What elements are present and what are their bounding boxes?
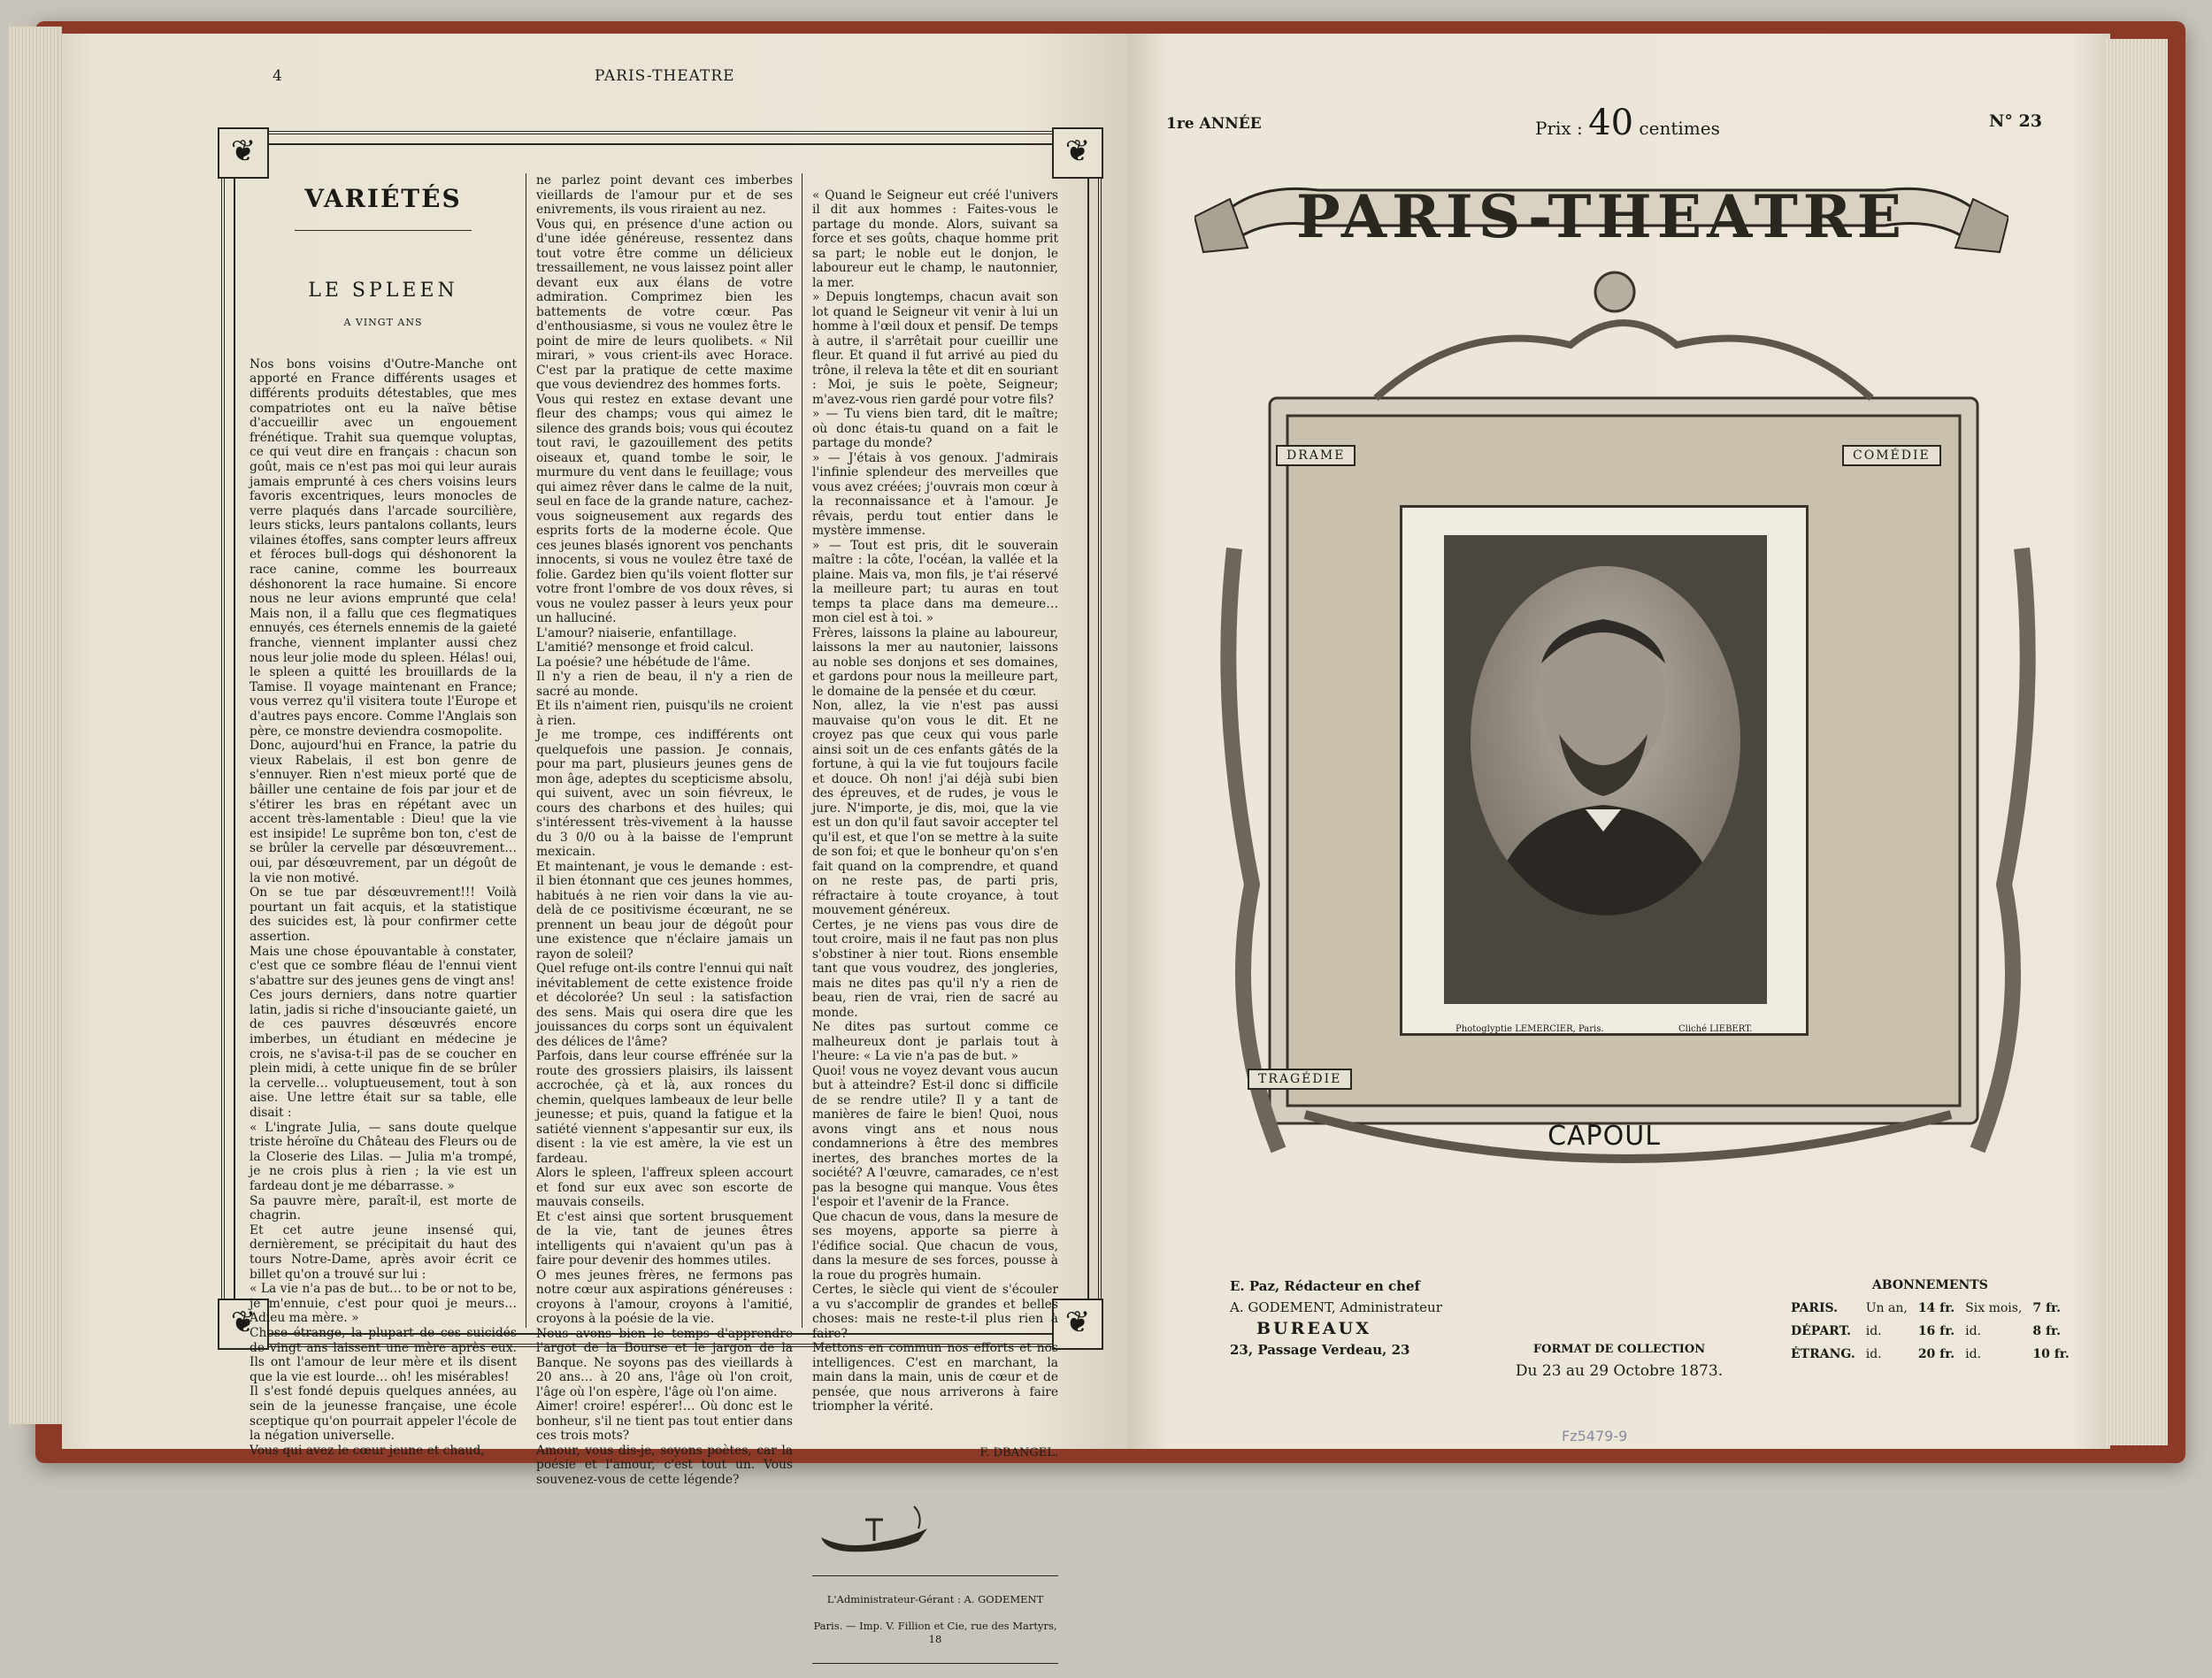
region-cell: ÉTRANG. (1791, 1347, 1855, 1361)
frame-corner-ornament: ❦ (1052, 1299, 1103, 1350)
column-3-text: « Quand le Seigneur eut créé l'univers il dit aux hommes : Faites-vous le partage du monde. Alors, suivant sa force et ses goûts, chaque homme prit sa part; le noble eut le donjon, le laboureur eut le champ, le nautonnier, la mer. » Depuis longtemps, chacun avait son lot quand le Seigneur vit venir à lui un homme à l'œil doux et pensif. De temps à autre, il s'arrêtait pour cueillir une fleur. Et quand il fut arrivé au pied du trône, il releva la tête et dit en souriant : Moi, je suis le poète, Seigneur; m'avez-vous rien gardé pour votre fils? » — Tu viens bien tard, dit le maître; où donc étais-tu quand on a fait le partage du monde? » — J'étais à vos genoux. J'admirais l'infinie splendeur des merveilles que vous avez créées; j'ouvrais mon cœur à la reconnaissance et à l'amour. Je rêvais, perdu tout entier dans le mystère immense. » — Tout est pris, dit le souverain maître : la côte, l'océan, la vallée et la plaine. Mais va, mon fils, je t'ai réservé la meilleure part; tu auras en tout temps ta place dans ma demeure… mon ciel est à toi. » Frères, laissons la plaine au laboureur, laissons la mer au nautonier, laissons au noble ses donjons et ses domaines, et gardons pour nous la meilleure part, le domaine de la pensée et du cœur. Non, allez, la vie n'est pas aussi mauvaise qu'on vous le dit. Et ne croyez pas que ceux qui vous parle ainsi soit un de ces enfants gâtés de la fortune, à qui la vie fut toujours facile et douce. Oh non! j'ai déjà subi bien des épreuves, et de rudes, je vous le jure. N'importe, je dis, moi, que la vie est un don qu'il faut savoir accepter tel qu'il est, et que l'on se mettre à la suite de son foi; et que le bonheur qu'on s'en fait quand on la comprendre, et quand on ne reste pas, de parti pris, réfractaire à toute croyance, à tout mouvement généreux. Certes, je ne viens pas vous dire de tout croire, mais il ne faut pas non plus s'obstiner à nier tout. Rions ensemble tant que vous voudrez, des jongleries, mais ne dites pas qu'il n'y a rien de beau, rien de vrai, rien de sacré au monde. Ne dites pas surtout comme ce malheureux dont je parlais tout à l'heure: « La vie n'a pas de but. » Quoi! vous ne voyez devant vous aucun but à atteindre? Est-il donc si difficile de se rendre utile? Il y a tant de manières de faire le bien! Quoi, nous avons vingt ans et nous nous condamnerions à être des membres inertes, des branches mortes de la société? A l'œuvre, camarades, ce n'est pas la besogne qui manque. Vous êtes l'espoir et l'avenir de la France. Que chacun de vous, dans la mesure de ses moyens, apporte sa pierre à l'édifice social. Que chacun de vous, dans la mesure de ses forces, pousse à la roue du progrès humain. Certes, le siècle qui vient de s'écouler a vu s'accomplir de grandes et belles choses: mais ne reste-t-il plus rien à faire? Mettons en commun nos efforts et nos intelligences. C'est en marchant, la main dans la main, unis de cœur et de pensée, que nous arriverons à faire triompher la vérité. (812, 188, 1058, 1414)
editor-line: E. Paz, Rédacteur en chef (1230, 1278, 1420, 1294)
price (1535, 103, 1720, 143)
region-cell: PARIS. (1791, 1301, 1839, 1315)
subscriptions-table (1786, 1297, 2075, 1366)
column-1-text: Nos bons voisins d'Outre-Manche ont apporté en France différents usages et différents produits détestables, que mes compatriotes ont eu la naïve bêtise d'accueillir avec un engouement frénétique. Trahit sua quemque voluptas, ce qui veut dire en français : chacun son goût, mais ce n'est pas moi qui leur aurais jamais emprunté à ces chers voisins leurs favoris excentriques, leurs monocles de verre plaqués dans l'arcade sourcilière, leurs sticks, leurs pantalons collants, leurs vilaines étoffes, sans compter leurs affreux et féroces bull-dogs qui déshonorent la race canine, comme les bourreaux déshonorent la race humaine. Si encore nous ne leur avions emprunté que cela! Mais non, il a fallu que ces flegmatiques ennuyés, ces éternels ennemis de la gaieté franche, viennent implanter aussi chez nous leur jolie mode du spleen. Hélas! oui, le spleen a quitté les brouillards de la Tamise. Il voyage maintenant en France; vous verrez qu'il visitera toute l'Europe et d'autres pays encore. Comme l'Anglais son père, ce monstre deviendra cosmopolite. Donc, aujourd'hui en France, la patrie du vieux Rabelais, il est bon genre de s'ennuyer. Rien n'est mieux porté que de bâiller une centaine de fois par jour et de s'étirer les bras en répétant avec un accent très-lamentable : Dieu! que la vie est insipide! Le suprême bon ton, c'est de se brûler la cervelle par désœuvrement… oui, par désœuvrement, par un dégoût de la vie non motivé. On se tue par désœuvrement!!! Voilà pourtant un fait acquis, et la statistique des suicides est, là pour confirmer cette assertion. Mais une chose épouvantable à constater, c'est que ce sombre fléau de l'ennui vient s'abattre sur des jeunes gens de vingt ans! Ces jours derniers, dans notre quartier latin, jadis si riche d'insouciante gaieté, un de ces pauvres désœuvrés encore imberbes, un étudiant en médecine je crois, ne s'avisa-t-il pas de se coucher en plein midi, à cette unique fin de se brûler la cervelle… voluptueusement, tout à son aise. Une lettre était sur sa table, elle disait : « L'ingrate Julia, — sans doute quelque triste héroïne du Château des Fleurs ou de la Closerie des Lilas. — Julia m'a trompé, je ne crois plus à rien ; la vie est un fardeau dont je me débarrasse. » Sa pauvre mère, paraît-il, est morte de chagrin. Et cet autre jeune insensé qui, dernièrement, se précipitait du haut des tours Notre-Dame, après avoir écrit ce billet qu'on a trouvé sur lui : « La vie n'a pas de but… to be or not to be, je m'ennuie, c'est pour quoi je meurs… Adieu ma mère. » Chose étrange, la plupart de ces suicidés de vingt ans laissent une mère après eux. Ils ont l'amour de leur mère et ils disent que la vie est lourde… oh! les misérables! Il s'est fondé depuis quelques années, au sein de la jeunesse française, une école sceptique qu'on pourrait appeler l'école de la négation universelle. Vous qui avez le cœur jeune et chaud, (250, 356, 517, 1458)
portrait-figure (1471, 566, 1740, 916)
subscription-row (1786, 1297, 2075, 1320)
label-comedie: COMÉDIE (1842, 445, 1941, 466)
issue-number: N° 23 (1989, 111, 2042, 131)
frame-corner-ornament: ❦ (218, 1299, 269, 1350)
portrait-oval (1471, 566, 1740, 916)
imprint-printer: Paris. — Imp. V. Fillion et Cie, rue des Martyrs, 18 (813, 1619, 1057, 1645)
frame-corner-ornament: ❦ (218, 127, 269, 179)
six-label-cell: id. (1965, 1324, 1982, 1338)
imprint-manager: L'Administrateur-Gérant : A. GODEMENT (826, 1592, 1044, 1605)
six-label-cell: id. (1965, 1347, 1982, 1361)
pencil-note: Fz5479-9 (1562, 1428, 1628, 1444)
region-cell: DÉPART. (1791, 1324, 1852, 1338)
column-rule (802, 173, 803, 1328)
column-1 (250, 170, 517, 1473)
photo-credit-right: Cliché LIEBERT. (1678, 1024, 1753, 1034)
year-label: 1re ANNÉE (1166, 115, 1262, 133)
year-price-cell: 14 fr. (1917, 1301, 1955, 1315)
year-price-cell: 16 fr. (1917, 1324, 1955, 1338)
year-label-cell: id. (1865, 1347, 1882, 1361)
section-title: VARIÉTÉS (304, 183, 462, 213)
staff-block (1230, 1276, 1442, 1360)
label-drame: DRAME (1276, 445, 1356, 466)
price-suffix: centimes (1639, 118, 1720, 139)
format-block (1495, 1339, 1743, 1382)
six-label-cell: Six mois, (1965, 1301, 2023, 1315)
signature: F. DBANGEL. (979, 1446, 1058, 1460)
price-prefix: Prix : (1535, 118, 1583, 139)
imprint (812, 1575, 1058, 1664)
photo-credit-left: Photoglyptie LEMERCIER, Paris. (1455, 1024, 1604, 1034)
page-number: 4 (273, 67, 283, 85)
running-head: PARIS-THEATRE (595, 67, 735, 85)
bureaux-address: 23, Passage Verdeau, 23 (1230, 1342, 1410, 1358)
admin-line: A. GODEMENT, Administrateur (1230, 1299, 1442, 1315)
six-price-cell: 10 fr. (2032, 1347, 2070, 1361)
oil-lamp-icon (812, 1502, 936, 1555)
format-title: FORMAT DE COLLECTION (1532, 1343, 1706, 1356)
masthead-title: PARIS-THEATRE (1296, 182, 1907, 251)
right-page-edges (2106, 39, 2168, 1445)
column-2-text: ne parlez point devant ces imberbes vieillards de l'amour pur et de ses enivrements, ils vous riraient au nez. Vous qui, en présence d'une action ou d'une idée généreuse, ressentez dans tout votre être comme un délicieux tressaillement, ne vous laissez point aller devant eux aux élans de votre admiration. Comprimez bien les battements de votre cœur. Pas d'enthousiasme, si vous ne voulez être le point de mire de leurs quolibets. « Nil mirari, » vous crient-ils avec Horace. C'est par la pratique de cette maxime que vous deviendrez des hommes forts. Vous qui restez en extase devant une fleur des champs; vous qui aimez le silence des grands bois; vous qui écoutez tout ravi, le gazouillement des petits oiseaux et, quand tombe le soir, le murmure du vent dans le feuillage; vous qui aimez rêver dans le calme de la nuit, seul en face de la grande nature, cachez-vous soigneusement aux regards des esprits forts de la moderne école. Que ces jeunes blasés ignorent vos penchants innocents, si vous ne voulez être taxé de folie. Gardez bien qu'ils voient flotter sur votre front l'ombre de vos doux rêves, si vous ne voulez passer à leurs yeux pour un halluciné. L'amour? niaiserie, enfantillage. L'amitié? mensonge et froid calcul. La poésie? une hébétude de l'âme. Il n'y a rien de beau, il n'y a rien de sacré au monde. Et ils n'aiment rien, puisqu'ils ne croient à rien. Je me trompe, ces indifférents ont quelquefois une passion. Je connais, pour ma part, plusieurs jeunes gens de mon âge, adeptes du scepticisme absolu, qui suivent, avec un soin fiévreux, le cours des charbons et des huiles; qui s'intéressent très-vivement à la hausse du 3 0/0 ou à la baisse de l'emprunt mexicain. Et maintenant, je vous le demande : est-il bien étonnant que ces jeunes hommes, habitués à ne rien voir dans la vie au-delà de ce positivisme écœurant, ne se prennent un beau jour de dégoût pour une existence que n'éclaire jamais un rayon de soleil? Quel refuge ont-ils contre l'ennui qui naît inévitablement de cette existence froide et décolorée? Un seul : la satisfaction des sens. Mais qui osera dire que les jouissances du corps sont un équivalent des délices de l'âme? Parfois, dans leur course effrénée sur la route des grossiers plaisirs, ils laissent accrochée, çà et là, aux ronces du chemin, quelques lambeaux de leur belle jeunesse; et puis, quand la fatigue et la satiété viennent s'appesantir sur eux, ils disent : la vie est amère, la vie est un fardeau. Alors le spleen, l'affreux spleen accourt et fond sur eux avec son escorte de mauvais conseils. Et c'est ainsi que sortent brusquement de la vie, tant de jeunes êtres intelligents qui n'avaient qu'un pas à faire pour devenir des hommes utiles. O mes jeunes frères, ne fermons pas notre cœur aux aspirations généreuses : croyons à l'amour, croyons à l'amitié, croyons à la poésie de la vie. Nous avons bien le temps d'apprendre l'argot de la Bourse et le jargon de la Banque. Ne soyons pas des vieillards à 20 ans… à 20 ans, l'âge où l'on croit, l'âge où l'on espère, l'âge où l'on aime. Aimer! croire! espérer!… Où donc est le bonheur, s'il ne tient pas tout entier dans ces trois mots? Amour, vous dis-je, soyons poètes, car la poésie et l'amour, c'est tout un. Vous souvenez-vous de cette légende? (536, 173, 794, 1487)
subscriptions-title: ABONNEMENTS (1871, 1278, 1988, 1292)
subscriptions (1786, 1274, 2075, 1366)
portrait-name: CAPOUL (1548, 1121, 1661, 1152)
article-subtitle: A VINGT ANS (343, 316, 423, 328)
bureaux-title: BUREAUX (1256, 1319, 1371, 1338)
title-rule (295, 230, 472, 231)
year-label-cell: Un an, (1865, 1301, 1908, 1315)
six-price-cell: 7 fr. (2032, 1301, 2061, 1315)
subscription-row (1786, 1320, 2075, 1343)
format-dates: Du 23 au 29 Octobre 1873. (1515, 1362, 1724, 1380)
price-value: 40 (1588, 103, 1634, 143)
frame-corner-ornament: ❦ (1052, 127, 1103, 179)
year-label-cell: id. (1865, 1324, 1882, 1338)
year-price-cell: 20 fr. (1917, 1347, 1955, 1361)
label-tragedie: TRAGÉDIE (1248, 1069, 1352, 1090)
six-price-cell: 8 fr. (2032, 1324, 2061, 1338)
left-page-edges (9, 27, 62, 1424)
subscription-row (1786, 1343, 2075, 1366)
article-title: LE SPLEEN (308, 280, 458, 303)
column-3 (812, 173, 1058, 1678)
